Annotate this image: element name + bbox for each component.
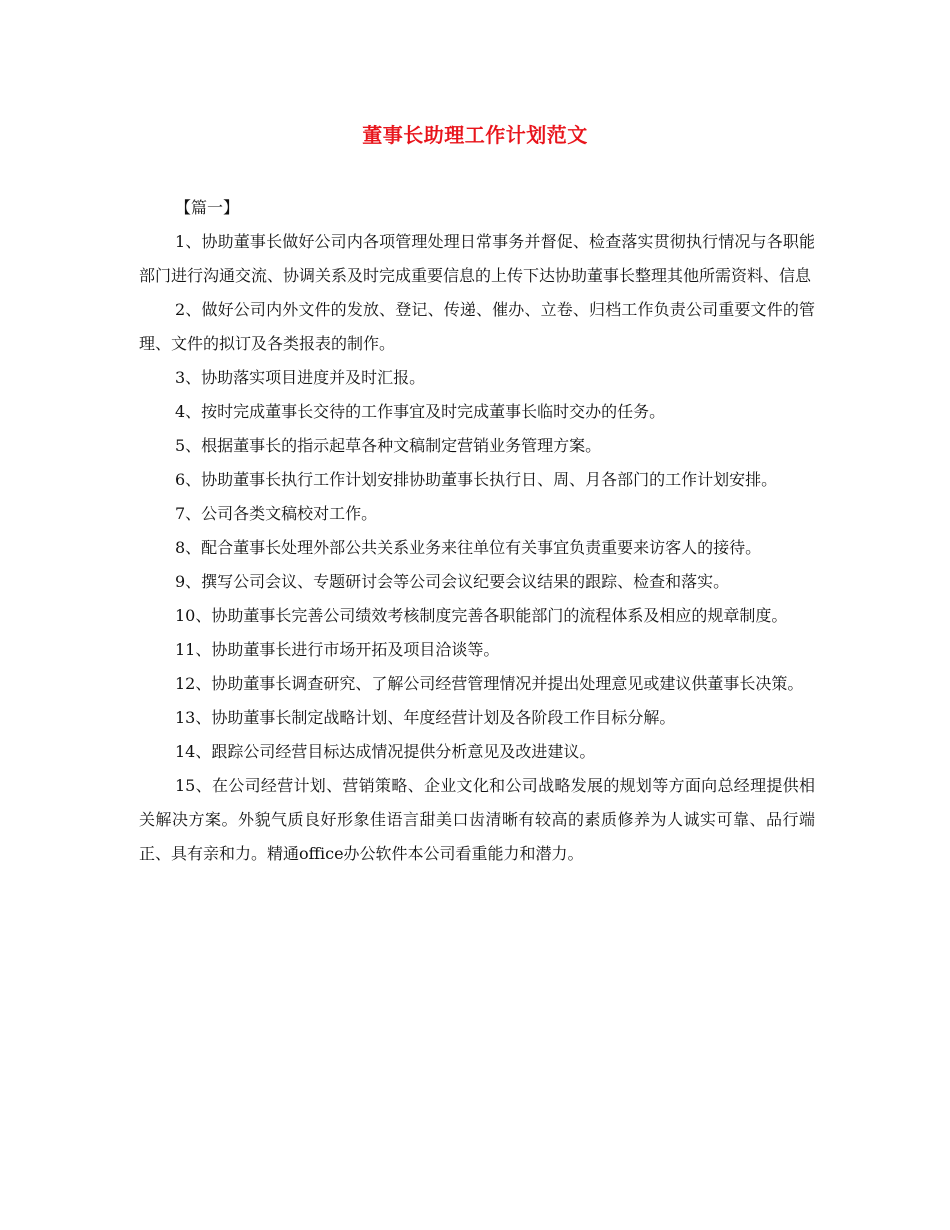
paragraph-11: 11、协助董事长进行市场开拓及项目洽谈等。 — [175, 640, 500, 659]
document-title: 董事长助理工作计划范文 — [362, 123, 588, 147]
paragraph-5: 5、根据董事长的指示起草各种文稿制定营销业务管理方案。 — [175, 436, 602, 455]
paragraph-1: 1、协助董事长做好公司内各项管理处理日常事务并督促、检查落实贯彻执行情况与各职能部门进行沟通交流、协调关系及时完成重要信息的上传下达协助董事长整理其他所需资料、信息 — [139, 232, 815, 285]
paragraph-6: 6、协助董事长执行工作计划安排协助董事长执行日、周、月各部门的工作计划安排。 — [175, 470, 778, 489]
paragraph-3: 3、协助落实项目进度并及时汇报。 — [175, 368, 426, 387]
document-body — [139, 191, 815, 871]
paragraph-10: 10、协助董事长完善公司绩效考核制度完善各职能部门的流程体系及相应的规章制度。 — [175, 606, 788, 625]
paragraph-13: 13、协助董事长制定战略计划、年度经营计划及各阶段工作目标分解。 — [175, 708, 676, 727]
paragraph-7: 7、公司各类文稿校对工作。 — [175, 504, 378, 523]
paragraph-9: 9、撰写公司会议、专题研讨会等公司会议纪要会议结果的跟踪、检查和落实。 — [175, 572, 730, 591]
paragraph-2: 2、做好公司内外文件的发放、登记、传递、催办、立卷、归档工作负责公司重要文件的管理、文件的拟订及各类报表的制作。 — [139, 300, 815, 353]
section-label: 【篇一】 — [175, 198, 240, 217]
paragraph-12: 12、协助董事长调查研究、了解公司经营管理情况并提出处理意见或建议供董事长决策。 — [175, 674, 804, 693]
paragraph-15: 15、在公司经营计划、营销策略、企业文化和公司战略发展的规划等方面向总经理提供相关解决方案。外貌气质良好形象佳语言甜美口齿清晰有较高的素质修养为人诚实可靠、品行端正、具有亲和力。精通office办公软件本公司看重能力和潜力。 — [139, 776, 815, 863]
paragraph-14: 14、跟踪公司经营目标达成情况提供分析意见及改进建议。 — [175, 742, 596, 761]
paragraph-8: 8、配合董事长处理外部公共关系业务来往单位有关事宜负责重要来访客人的接待。 — [175, 538, 762, 557]
paragraph-4: 4、按时完成董事长交待的工作事宜及时完成董事长临时交办的任务。 — [175, 402, 666, 421]
